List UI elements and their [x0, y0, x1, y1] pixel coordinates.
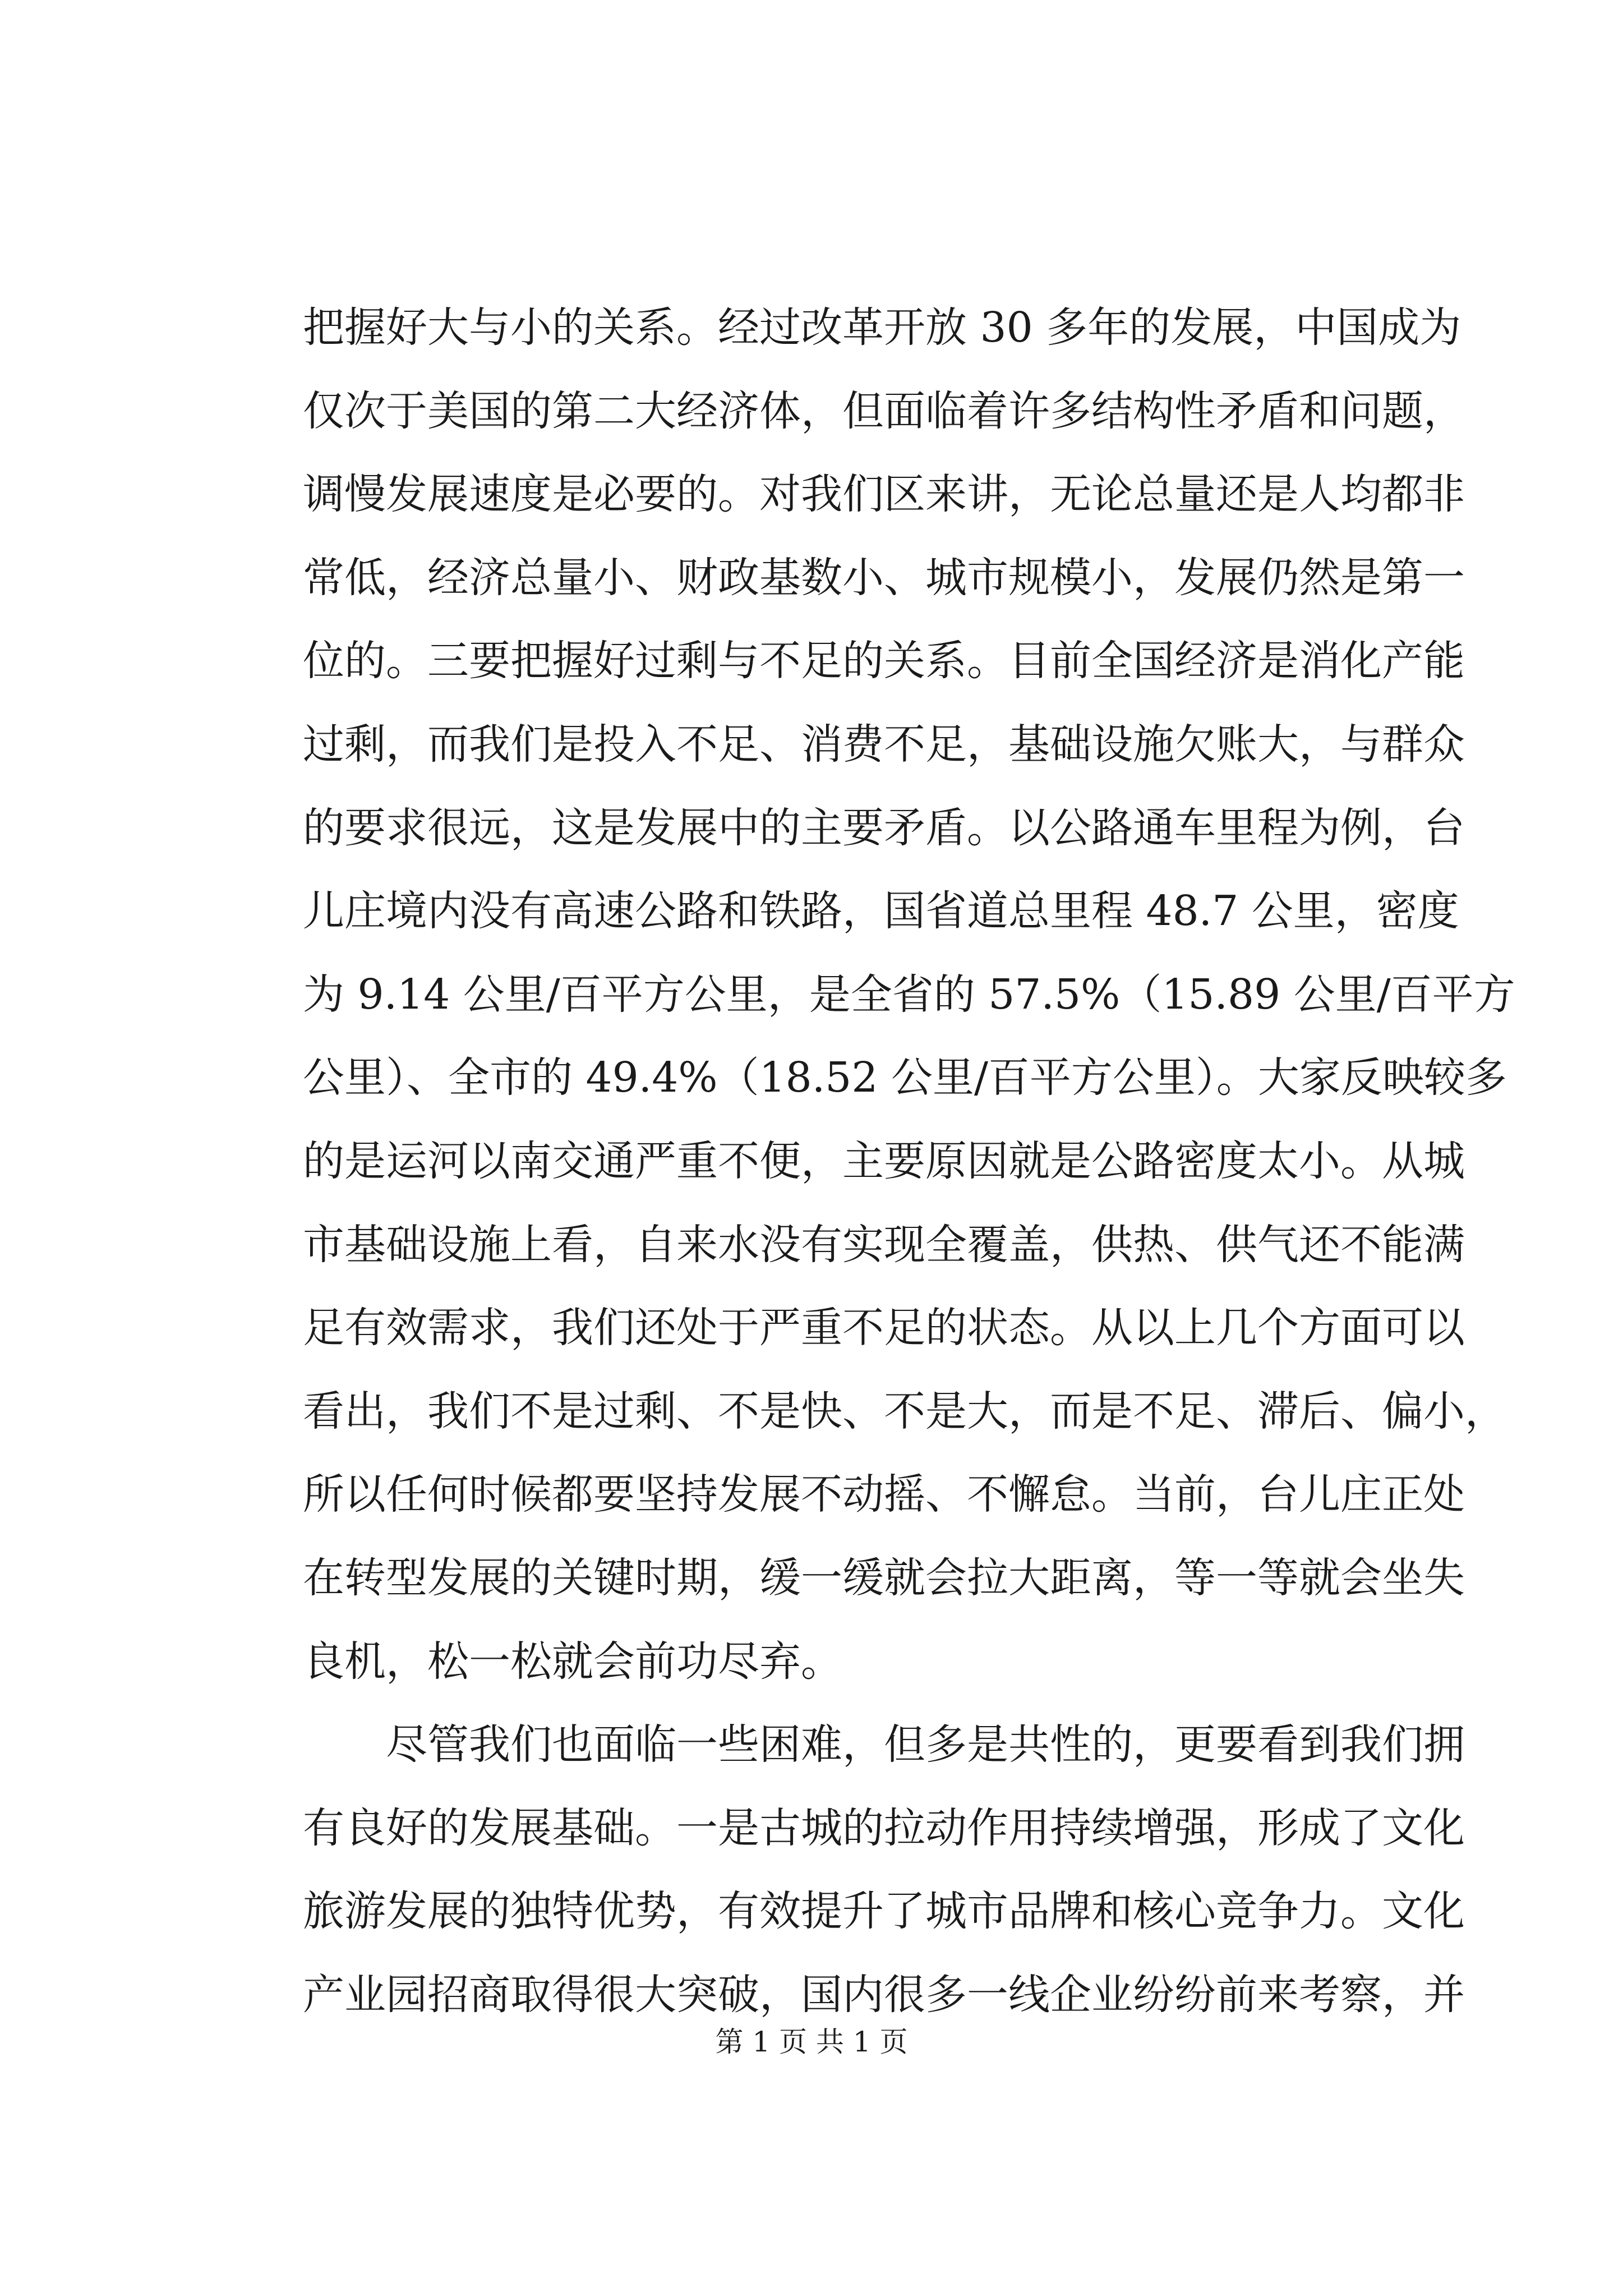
page-number-label: 第 1 页 共 1 页: [715, 2026, 908, 2058]
page-footer: [0, 2019, 1623, 2060]
text-line: 的要求很远，这是发展中的主要矛盾。以公路通车里程为例，台: [303, 803, 1465, 852]
text-line: 旅游发展的独特优势，有效提升了城市品牌和核心竞争力。文化: [303, 1887, 1465, 1936]
text-line: 常低，经济总量小、财政基数小、城市规模小，发展仍然是第一: [303, 553, 1465, 602]
text-line: 位的。三要把握好过剩与不足的关系。目前全国经济是消化产能: [303, 637, 1465, 685]
text-line: 在转型发展的关键时期，缓一缓就会拉大距离，等一等就会坐失: [303, 1553, 1465, 1602]
text-line: 产业园招商取得很大突破，国内很多一线企业纷纷前来考察，并: [303, 1970, 1465, 2019]
text-line: 看出，我们不是过剩、不是快、不是大，而是不足、滞后、偏小，: [303, 1387, 1506, 1435]
text-line: 调慢发展速度是必要的。对我们区来讲，无论总量还是人均都非: [303, 470, 1465, 519]
document-body: [303, 286, 1515, 2036]
text-line: 市基础设施上看，自来水没有实现全覆盖，供热、供气还不能满: [303, 1220, 1465, 1269]
text-line: 的是运河以南交通严重不便，主要原因就是公路密度太小。从城: [303, 1137, 1465, 1185]
paragraph-1: [303, 286, 1515, 1703]
text-line: 儿庄境内没有高速公路和铁路，国省道总里程 48.7 公里，密度: [303, 887, 1459, 936]
text-line: 所以任何时候都要坚持发展不动摇、不懈怠。当前，台儿庄正处: [303, 1470, 1465, 1519]
text-line: 仅次于美国的第二大经济体，但面临着许多结构性矛盾和问题，: [303, 386, 1465, 435]
text-line: 有良好的发展基础。一是古城的拉动作用持续增强，形成了文化: [303, 1803, 1465, 1852]
paragraph-2: [303, 1703, 1465, 2036]
text-line: 公里）、全市的 49.4%（18.52 公里/百平方公里）。大家反映较多: [303, 1053, 1507, 1102]
text-line: 为 9.14 公里/百平方公里，是全省的 57.5%（15.89 公里/百平方: [303, 970, 1515, 1019]
text-line: 过剩，而我们是投入不足、消费不足，基础设施欠账大，与群众: [303, 720, 1465, 769]
text-line: 足有效需求，我们还处于严重不足的状态。从以上几个方面可以: [303, 1304, 1465, 1352]
text-line: 尽管我们也面临一些困难，但多是共性的，更要看到我们拥: [386, 1720, 1465, 1769]
text-line: 良机，松一松就会前功尽弃。: [303, 1637, 842, 1686]
text-line: 把握好大与小的关系。经过改革开放 30 多年的发展，中国成为: [303, 303, 1461, 352]
